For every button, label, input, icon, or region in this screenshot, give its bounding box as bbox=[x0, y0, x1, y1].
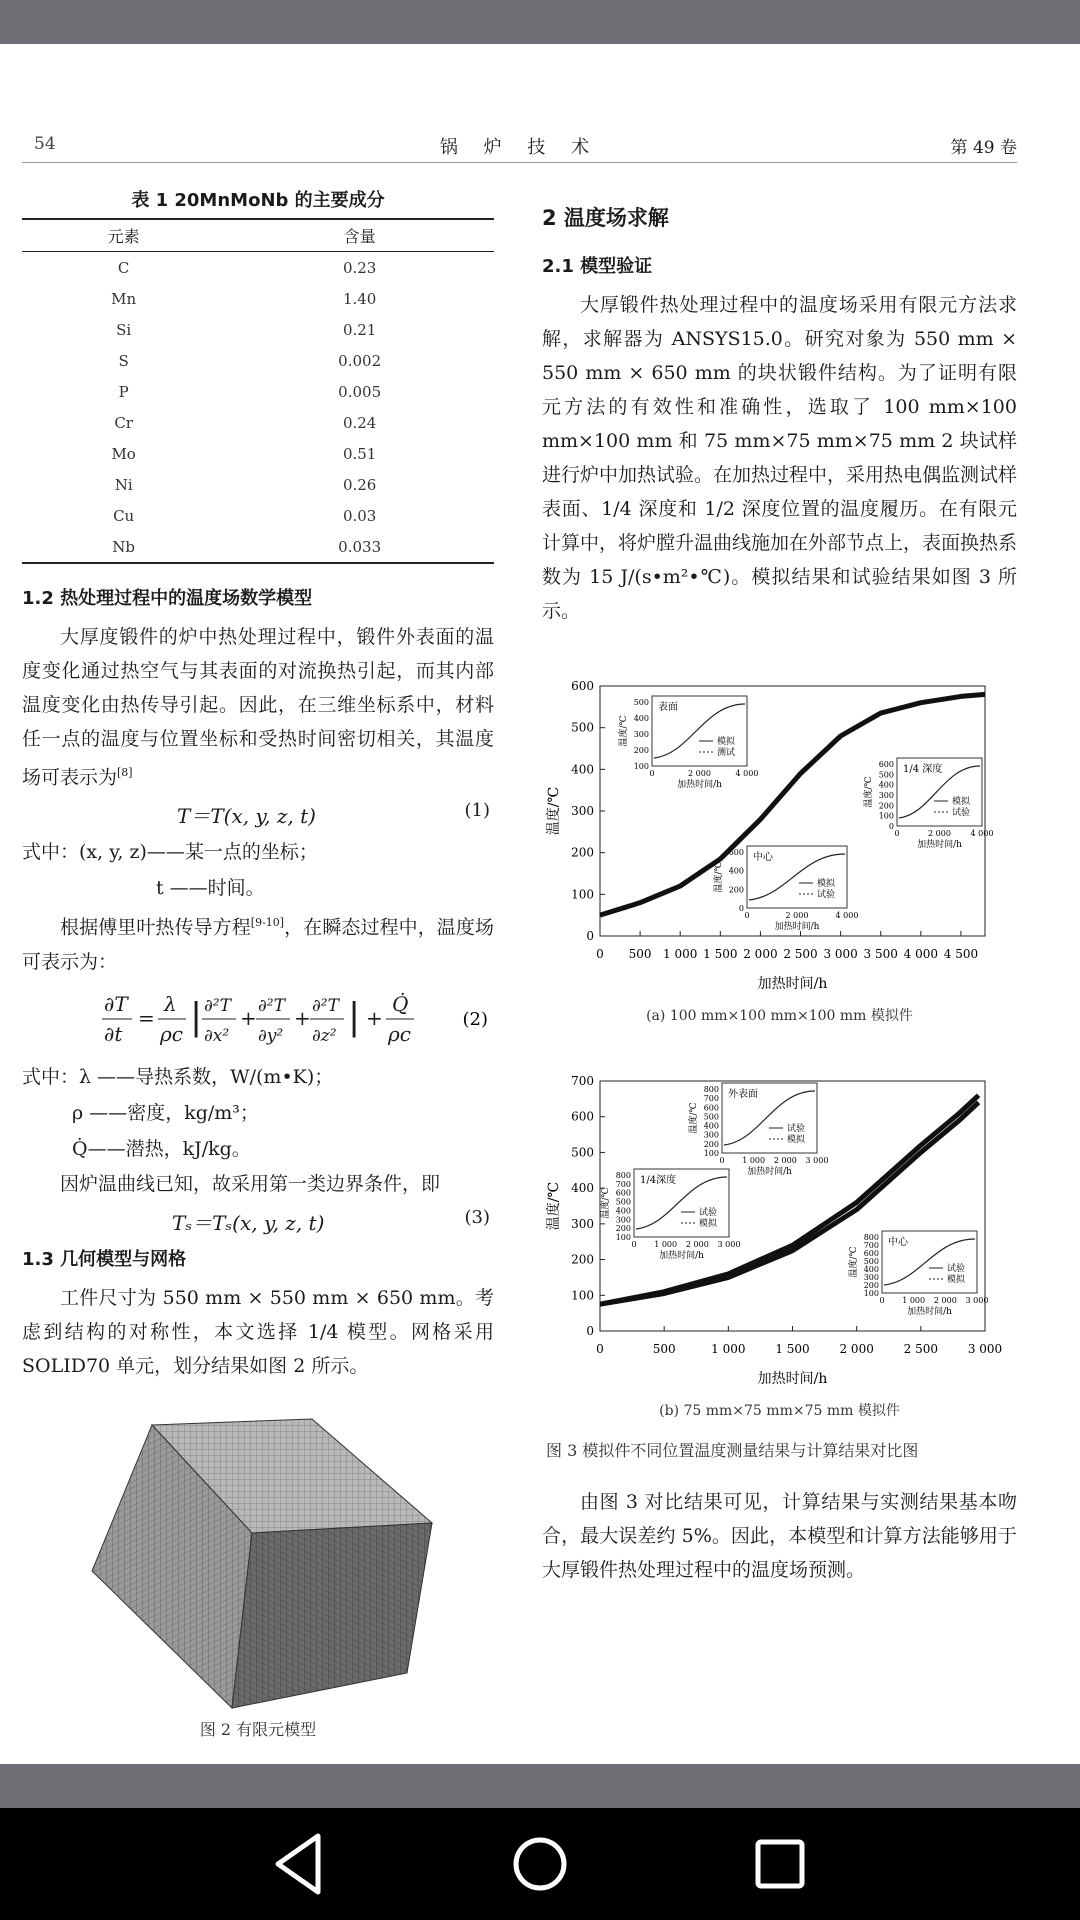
inset-y-tick-label: 0 bbox=[888, 822, 894, 831]
where-lambda: 式中：λ ——导热系数，W/(m•K)； bbox=[22, 1065, 334, 1088]
inset-legend-label: 模拟 bbox=[787, 1135, 806, 1145]
svg-text:∂²T: ∂²T bbox=[312, 995, 339, 1016]
table-row bbox=[22, 469, 494, 500]
x-tick-label: 3 000 bbox=[967, 1342, 1003, 1356]
content-cell: 0.21 bbox=[342, 320, 377, 339]
back-icon[interactable] bbox=[258, 1822, 342, 1906]
inset-y-tick-label: 400 bbox=[633, 714, 649, 723]
y-tick-label: 300 bbox=[571, 804, 594, 818]
inset-chart bbox=[617, 696, 758, 790]
inset-y-tick-label: 100 bbox=[633, 762, 649, 771]
status-bar bbox=[0, 0, 1080, 44]
composition-table bbox=[22, 218, 494, 564]
inset-x-tick-label: 2 000 bbox=[773, 1156, 797, 1165]
content-cell: 0.033 bbox=[225, 531, 494, 563]
x-tick-label: 0 bbox=[596, 1342, 604, 1356]
inset-y-tick-label: 200 bbox=[863, 1281, 879, 1290]
where-time: t ——时间。 bbox=[156, 877, 265, 900]
x-tick-label: 3 000 bbox=[823, 947, 858, 961]
where-q: Q̇——潜热，kJ/kg。 bbox=[72, 1137, 251, 1160]
content-cell: 0.24 bbox=[342, 413, 377, 432]
inset-y-tick-label: 500 bbox=[633, 698, 649, 707]
section-1-3-paragraph: 工件尺寸为 550 mm × 550 mm × 650 mm。考虑到结构的对称性，本文选择 1/4 模型。网格采用 SOLID70 单元，划分结果如图 2 所示。 bbox=[22, 1286, 494, 1377]
element-cell: P bbox=[118, 382, 129, 401]
inset-legend-label: 模拟 bbox=[817, 879, 836, 889]
y-axis-label: 温度/℃ bbox=[546, 1181, 562, 1231]
page-header bbox=[22, 130, 1017, 163]
inset-y-tick-label: 100 bbox=[878, 811, 894, 821]
inset-legend-label: 测试 bbox=[717, 748, 736, 758]
y-tick-label: 500 bbox=[571, 720, 594, 735]
x-tick-label: 1 000 bbox=[663, 947, 698, 961]
inset-x-label: 加热时间/h bbox=[747, 1167, 792, 1177]
inset-y-tick-label: 300 bbox=[703, 1130, 719, 1140]
table-row bbox=[22, 314, 494, 345]
x-tick-label: 2 500 bbox=[903, 1342, 939, 1356]
equation-2-formula bbox=[22, 979, 494, 1059]
x-tick-label: 1 000 bbox=[711, 1342, 746, 1356]
section-1-2-paragraph-2: 根据傅里叶热传导方程[9-10]，在瞬态过程中，温度场可表示为： bbox=[22, 916, 494, 973]
inset-legend-label: 试验 bbox=[817, 890, 836, 900]
x-tick-label: 500 bbox=[628, 947, 652, 961]
inset-x-tick-label: 0 bbox=[649, 769, 655, 778]
inset-y-tick-label: 400 bbox=[728, 866, 744, 876]
table-row bbox=[22, 252, 494, 284]
inset-legend-label: 模拟 bbox=[717, 737, 736, 747]
chart-b bbox=[542, 1061, 1017, 1396]
svg-text:ρc: ρc bbox=[388, 1021, 411, 1046]
inset-title: 1/4深度 bbox=[640, 1175, 677, 1186]
equation-2 bbox=[22, 979, 494, 1059]
inset-y-label: 温度/℃ bbox=[864, 776, 874, 808]
element-cell: Ni bbox=[114, 475, 133, 494]
y-tick-label: 400 bbox=[571, 1181, 594, 1196]
content-cell: 0.23 bbox=[342, 258, 377, 277]
inset-x-tick-label: 1 000 bbox=[742, 1156, 766, 1165]
inset-y-tick-label: 0 bbox=[738, 904, 744, 913]
inset-x-tick-label: 3 000 bbox=[717, 1240, 741, 1249]
x-tick-label: 2 500 bbox=[783, 947, 818, 961]
inset-y-tick-label: 500 bbox=[863, 1257, 879, 1266]
svg-text:ρc: ρc bbox=[160, 1021, 183, 1046]
inset-y-label: 温度/℃ bbox=[689, 1102, 699, 1134]
inset-y-tick-label: 600 bbox=[863, 1249, 879, 1258]
inset-y-tick-label: 200 bbox=[633, 746, 649, 755]
recents-icon[interactable] bbox=[738, 1822, 822, 1906]
equation-3: Tₛ＝Tₛ(x, y, z, t) (3) bbox=[172, 1206, 490, 1235]
table1-title: 表 1 20MnMoNb 的主要成分 bbox=[131, 190, 385, 211]
svg-text:∂²T: ∂²T bbox=[204, 995, 231, 1016]
inset-title: 中心 bbox=[888, 1237, 908, 1248]
figure-3-caption: 图 3 模拟件不同位置温度测量结果与计算结果对比图 bbox=[546, 1441, 919, 1460]
inset-y-tick-label: 200 bbox=[728, 885, 744, 895]
inset-y-tick-label: 400 bbox=[703, 1121, 719, 1131]
inset-x-tick-label: 1 000 bbox=[654, 1240, 678, 1249]
inset-y-tick-label: 200 bbox=[878, 801, 894, 811]
inset-y-tick-label: 600 bbox=[728, 848, 744, 857]
element-cell: Nb bbox=[22, 531, 225, 563]
y-tick-label: 0 bbox=[586, 1324, 594, 1338]
inset-x-label: 加热时间/h bbox=[774, 922, 820, 932]
inset-title: 中心 bbox=[753, 852, 773, 863]
inset-x-tick-label: 4 000 bbox=[735, 769, 759, 778]
section-2-1-paragraph: 大厚锻件热处理过程中的温度场采用有限元方法求解，求解器为 ANSYS15.0。研究对象为 550 mm × 550 mm × 650 mm 的块状锻件结构。为了证明有限元方法的有效性和准确性，选取了 100 mm×100 mm×100 mm 和 75 mm×75 mm×75 mm 2 块试样进行炉中加热试验。在加热过程中，采用热电偶监测试样表面、1/4 深度和 1/2 深度位置的温度履历。在有限元计算中，将炉膛升温曲线施加在外部节点上，表面换热系数为 15 J/(s•m²•℃)。模拟结果和试验结果如图 3 所示。 bbox=[542, 294, 1018, 622]
inset-x-tick-label: 1 000 bbox=[902, 1296, 926, 1305]
svg-text:+: + bbox=[366, 1005, 383, 1030]
inset-y-tick-label: 500 bbox=[878, 770, 894, 780]
inset-x-label: 加热时间/h bbox=[917, 840, 962, 850]
svg-text:Q̇: Q̇ bbox=[392, 991, 409, 1016]
navigation-bar bbox=[0, 1808, 1080, 1920]
inset-chart bbox=[862, 758, 993, 850]
conclusion-paragraph: 由图 3 对比结果可见，计算结果与实测结果基本吻合，最大误差约 5%。因此，本模型和计算方法能够用于大厚锻件热处理过程中的温度场预测。 bbox=[542, 1491, 1017, 1581]
element-cell: C bbox=[117, 258, 130, 277]
x-axis-label: 加热时间/h bbox=[757, 976, 828, 992]
inset-y-tick-label: 300 bbox=[863, 1273, 879, 1282]
reader-bottom-bar bbox=[0, 1764, 1080, 1808]
y-tick-label: 400 bbox=[571, 762, 594, 777]
inset-chart bbox=[687, 1083, 828, 1177]
inset-x-tick-label: 3 000 bbox=[805, 1156, 829, 1165]
y-tick-label: 200 bbox=[571, 1252, 594, 1267]
inset-x-label: 加热时间/h bbox=[677, 780, 722, 790]
where-coordinate: 式中：(x, y, z)——某一点的坐标； bbox=[22, 841, 318, 864]
table-row bbox=[22, 500, 494, 531]
inset-title: 1/4 深度 bbox=[903, 764, 943, 775]
inset-x-tick-label: 2 000 bbox=[928, 829, 951, 838]
inset-x-tick-label: 2 000 bbox=[688, 769, 711, 778]
inset-legend-label: 试验 bbox=[952, 808, 971, 818]
inset-y-tick-label: 100 bbox=[615, 1233, 631, 1242]
x-tick-label: 4 000 bbox=[903, 947, 939, 961]
content-cell: 0.51 bbox=[342, 444, 377, 463]
inset-y-tick-label: 800 bbox=[703, 1085, 719, 1094]
content-cell: 0.26 bbox=[342, 475, 377, 494]
y-tick-label: 100 bbox=[571, 1288, 594, 1303]
equation-1: T＝T(x, y, z, t) (1) bbox=[177, 800, 490, 829]
inset-y-tick-label: 400 bbox=[615, 1206, 631, 1216]
inset-title: 外表面 bbox=[728, 1089, 758, 1100]
figure-2 bbox=[22, 1413, 494, 1743]
inset-y-tick-label: 200 bbox=[615, 1224, 631, 1234]
home-icon[interactable] bbox=[498, 1822, 582, 1906]
content-cell: 1.40 bbox=[342, 289, 377, 308]
inset-legend-label: 模拟 bbox=[947, 1275, 966, 1285]
inset-y-tick-label: 700 bbox=[863, 1241, 879, 1250]
svg-text:|: | bbox=[190, 996, 203, 1038]
svg-text:λ: λ bbox=[164, 991, 177, 1016]
y-tick-label: 700 bbox=[571, 1074, 594, 1088]
table-header-element: 元素 bbox=[22, 219, 225, 252]
svg-text:∂z²: ∂z² bbox=[312, 1025, 337, 1046]
inset-x-tick-label: 3 000 bbox=[965, 1296, 989, 1305]
svg-text:+: + bbox=[294, 1005, 311, 1030]
section-2-heading: 2 温度场求解 bbox=[542, 206, 669, 230]
inset-x-tick-label: 0 bbox=[744, 911, 750, 920]
inset-x-tick-label: 0 bbox=[879, 1296, 885, 1305]
y-tick-label: 100 bbox=[571, 887, 594, 902]
svg-text:|: | bbox=[348, 996, 361, 1038]
inset-y-tick-label: 100 bbox=[703, 1149, 719, 1158]
inset-chart bbox=[599, 1169, 740, 1261]
inset-x-label: 加热时间/h bbox=[907, 1307, 952, 1317]
inset-y-tick-label: 700 bbox=[615, 1179, 631, 1189]
svg-text:+: + bbox=[240, 1005, 257, 1030]
y-axis-label: 温度/℃ bbox=[546, 786, 562, 836]
inset-y-tick-label: 600 bbox=[703, 1103, 719, 1113]
table-row bbox=[22, 438, 494, 469]
inset-title: 表面 bbox=[658, 702, 678, 713]
inset-x-tick-label: 4 000 bbox=[835, 911, 859, 920]
table-row bbox=[22, 407, 494, 438]
inset-x-tick-label: 0 bbox=[894, 829, 900, 838]
inset-y-label: 温度/℃ bbox=[601, 1187, 611, 1219]
page-number: 54 bbox=[34, 134, 56, 154]
inset-y-label: 温度/℃ bbox=[619, 715, 629, 747]
content-cell: 0.002 bbox=[338, 351, 382, 370]
inset-y-tick-label: 200 bbox=[703, 1139, 719, 1149]
inset-x-tick-label: 0 bbox=[719, 1156, 725, 1165]
svg-text:∂y²: ∂y² bbox=[258, 1025, 284, 1046]
inset-x-tick-label: 2 000 bbox=[785, 911, 809, 920]
x-tick-label: 3 500 bbox=[863, 947, 898, 961]
section-1-2-heading: 1.2 热处理过程中的温度场数学模型 bbox=[22, 588, 313, 609]
inset-x-label: 加热时间/h bbox=[659, 1251, 704, 1261]
chart-a bbox=[542, 666, 1017, 1001]
content-cell: 0.03 bbox=[342, 506, 377, 525]
inset-y-tick-label: 600 bbox=[878, 760, 894, 769]
where-rho: ρ ——密度，kg/m³； bbox=[72, 1101, 259, 1124]
content-cell: 0.005 bbox=[338, 382, 382, 401]
inset-y-tick-label: 700 bbox=[703, 1094, 719, 1104]
section-1-2-paragraph-3: 因炉温曲线已知，故采用第一类边界条件，即 bbox=[60, 1172, 441, 1195]
left-column bbox=[22, 180, 494, 1743]
element-cell: S bbox=[118, 351, 129, 370]
y-tick-label: 200 bbox=[571, 845, 594, 860]
inset-x-tick-label: 2 000 bbox=[933, 1296, 957, 1305]
section-2-1-heading: 2.1 模型验证 bbox=[542, 256, 653, 277]
inset-y-tick-label: 400 bbox=[863, 1265, 879, 1274]
inset-y-tick-label: 500 bbox=[615, 1197, 631, 1207]
y-tick-label: 300 bbox=[571, 1216, 594, 1231]
figure-3a-caption: (a) 100 mm×100 mm×100 mm 模拟件 bbox=[646, 1008, 913, 1024]
svg-text:∂²T: ∂²T bbox=[258, 995, 285, 1016]
inset-chart bbox=[712, 846, 858, 932]
element-cell: Cr bbox=[114, 413, 133, 432]
inset-y-tick-label: 400 bbox=[878, 780, 894, 790]
inset-y-tick-label: 300 bbox=[878, 791, 894, 800]
x-tick-label: 4 500 bbox=[943, 947, 979, 961]
svg-text:∂x²: ∂x² bbox=[204, 1025, 230, 1046]
element-cell: Mo bbox=[111, 444, 136, 463]
svg-text:=: = bbox=[138, 1005, 155, 1030]
element-cell: Si bbox=[116, 320, 132, 339]
element-cell: Mn bbox=[111, 289, 137, 308]
inset-y-tick-label: 800 bbox=[863, 1233, 879, 1242]
journal-title: 锅 炉 技 术 bbox=[439, 137, 600, 158]
element-cell: Cu bbox=[113, 506, 135, 525]
inset-chart bbox=[847, 1231, 988, 1317]
inset-y-label: 温度/℃ bbox=[714, 861, 724, 893]
figure-2-caption: 图 2 有限元模型 bbox=[199, 1719, 317, 1739]
table-row bbox=[22, 531, 494, 563]
volume-label: 第 49 卷 bbox=[950, 138, 1017, 158]
x-tick-label: 500 bbox=[652, 1342, 676, 1356]
inset-legend-label: 试验 bbox=[787, 1124, 806, 1134]
inset-x-tick-label: 2 000 bbox=[685, 1240, 709, 1249]
svg-text:∂T: ∂T bbox=[104, 991, 128, 1016]
inset-legend-label: 模拟 bbox=[952, 797, 971, 807]
y-tick-label: 600 bbox=[571, 679, 594, 693]
table-row bbox=[22, 283, 494, 314]
y-tick-label: 0 bbox=[586, 929, 594, 943]
inset-y-tick-label: 800 bbox=[615, 1171, 631, 1180]
inset-legend-label: 模拟 bbox=[699, 1219, 718, 1229]
x-tick-label: 2 000 bbox=[839, 1342, 874, 1356]
inset-y-tick-label: 500 bbox=[703, 1112, 719, 1122]
section-1-3-heading: 1.3 几何模型与网格 bbox=[22, 1248, 187, 1270]
inset-y-tick-label: 300 bbox=[633, 730, 649, 739]
fem-mesh-cube-image bbox=[22, 1413, 494, 1713]
y-tick-label: 600 bbox=[571, 1109, 594, 1124]
inset-x-tick-label: 4 000 bbox=[970, 829, 994, 838]
x-axis-label: 加热时间/h bbox=[757, 1371, 828, 1387]
inset-y-tick-label: 600 bbox=[615, 1188, 631, 1198]
x-tick-label: 2 000 bbox=[743, 947, 778, 961]
inset-legend-label: 试验 bbox=[947, 1264, 966, 1274]
y-tick-label: 500 bbox=[571, 1145, 594, 1160]
inset-legend-label: 试验 bbox=[699, 1208, 718, 1218]
figure-3b-caption: (b) 75 mm×75 mm×75 mm 模拟件 bbox=[659, 1403, 900, 1419]
equation-2-number: (2) bbox=[462, 1008, 488, 1030]
table-header-content: 含量 bbox=[225, 219, 494, 252]
inset-y-tick-label: 100 bbox=[863, 1289, 879, 1298]
x-tick-label: 0 bbox=[596, 947, 604, 961]
figure-3b bbox=[542, 1061, 1017, 1420]
table-row bbox=[22, 345, 494, 376]
inset-x-tick-label: 0 bbox=[631, 1240, 637, 1249]
svg-text:∂t: ∂t bbox=[104, 1021, 123, 1046]
figure-3a bbox=[542, 666, 1017, 1025]
x-tick-label: 1 500 bbox=[703, 947, 738, 961]
right-column bbox=[542, 180, 1017, 1587]
inset-y-label: 温度/℃ bbox=[849, 1246, 859, 1278]
table-row bbox=[22, 376, 494, 407]
section-1-2-paragraph-1: 大厚度锻件的炉中热处理过程中，锻件外表面的温度变化通过热空气与其表面的对流换热引起，而其内部温度变化由热传导引起。因此，在三维坐标系中，材料任一点的温度与位置坐标和受热时间密切相关，其温度场可表示为[8] bbox=[22, 626, 494, 789]
inset-y-tick-label: 300 bbox=[615, 1215, 631, 1225]
x-tick-label: 1 500 bbox=[775, 1342, 810, 1356]
